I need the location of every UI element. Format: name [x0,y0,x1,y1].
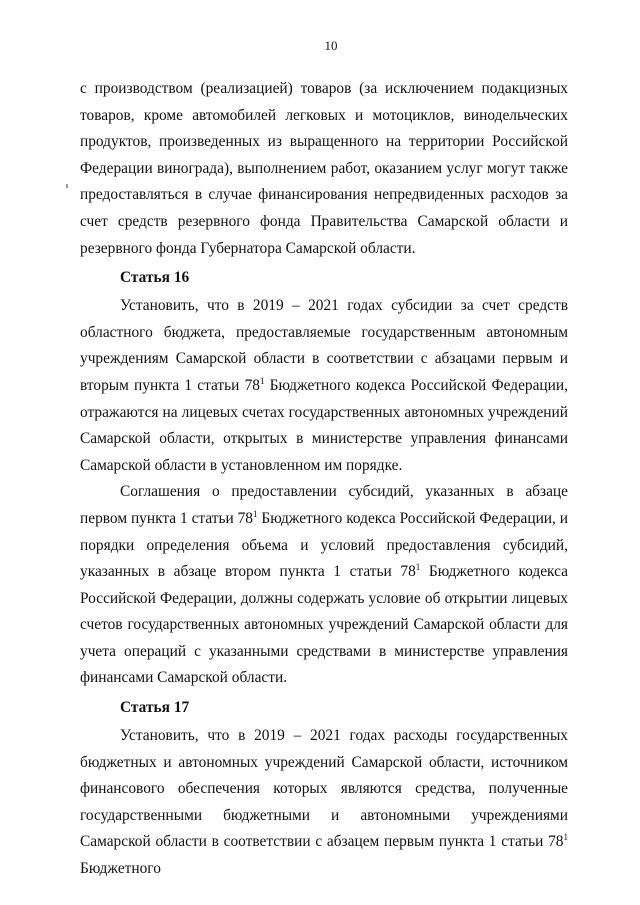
article-17-heading: Статья 17 [120,699,190,717]
text-fragment: Бюджетного [80,860,161,878]
superscript: 1 [563,832,568,843]
margin-mark [66,184,68,188]
text-fragment: Бюджетного кодекса Российской Федерации, и порядки определения объема и условий предоставления субсидий, указанных в абзаце втором пункта 1 статьи 78 [80,509,568,581]
text-fragment: Бюджетного кодекса Российской Федерации, должны содержать условие об открытии лицевых счетов государственных автономных учреждений Самарской области для учета операций с указанными средствами в министерстве управления финансами Самарской области. [80,563,568,687]
text-fragment: Установить, что в 2019 – 2021 годах субсидии за счет средств областного бюджета, предоставляемые государственным автономным учреждениям Самарской области в соответствии с абзацами первым и вторым пункта 1 статьи 78 [80,297,568,394]
text-fragment: Соглашения о предоставлении субсидий, указанных в абзаце первом пункта 1 статьи 78 [80,483,568,527]
superscript: 1 [259,375,265,386]
paragraph-continuation: с производством (реализацией) товаров (за исключением подакцизных товаров, кроме автомобилей легковых и мотоциклов, винодельческих продуктов, произведенных из выращенного на территории Российской Федерации винограда), выполнением работ, оказанием услуг могут также предоставляться в случае финансирования непредвиденных расходов за счет средств резервного фонда Правительства Самарской области и резервного фонда Губернатора Самарской области. [80,80,568,257]
text-fragment: Установить, что в 2019 – 2021 годах расходы государственных бюджетных и автономных учреждений Самарской области, источником финансового обеспечения которых являются средства, полученные государственными бюджетными и автономными учреждениями Самарской области в соответствии с абзацем первым пункта 1 статьи 78 [80,727,568,851]
article-16-heading: Статья 16 [120,269,190,287]
superscript: 1 [415,561,421,572]
text-fragment: Бюджетного кодекса Российской Федерации, отражаются на лицевых счетах государственных автономных учреждений Самарской области, открытых в министерстве управления финансами Самарской области в установленном им порядке. [80,376,568,474]
superscript: 1 [253,508,258,519]
page-number: 10 [324,38,338,53]
article-16-paragraph-1 [80,293,568,479]
article-16-paragraph-2 [80,479,568,692]
article-17-paragraph-1 [80,723,568,883]
